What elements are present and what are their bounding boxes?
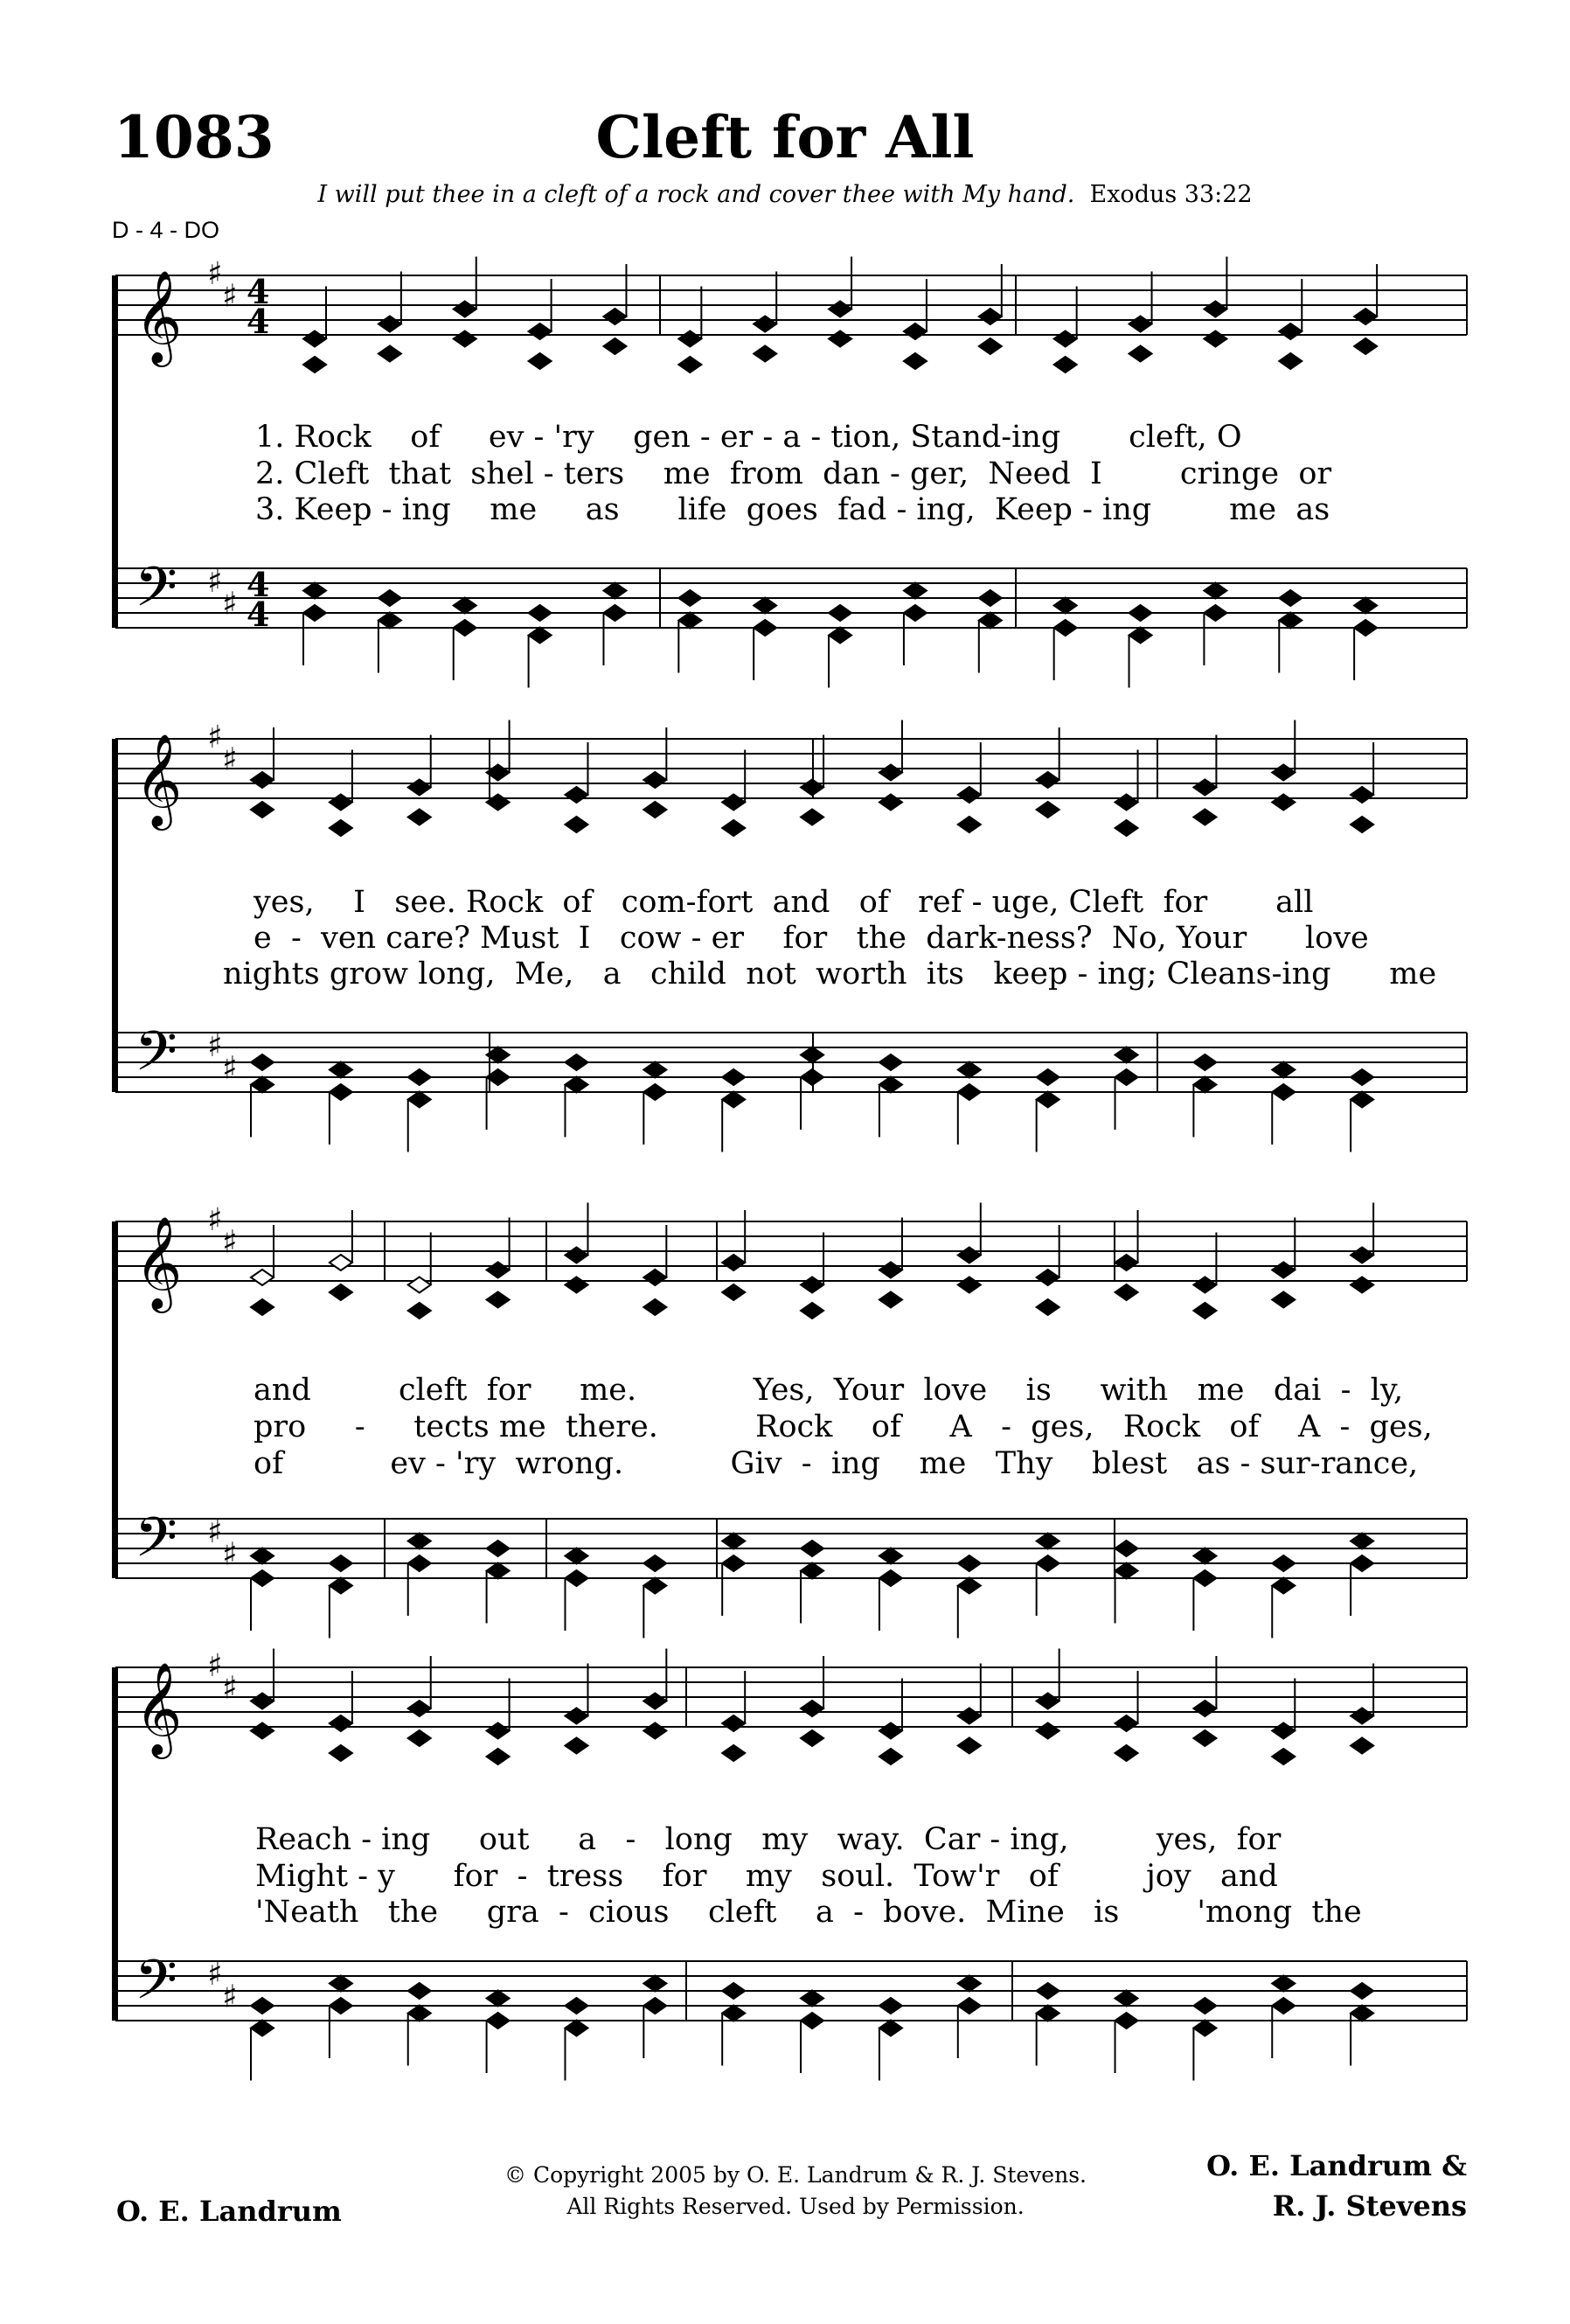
shape-note — [1354, 598, 1377, 614]
shape-note — [565, 787, 587, 803]
sharp-icon: ♯ — [222, 1670, 238, 1707]
shape-note — [330, 1745, 352, 1761]
shape-note — [722, 1069, 745, 1085]
shape-note — [251, 802, 274, 818]
shape-note — [1193, 1701, 1216, 1716]
shape-note — [801, 1047, 823, 1063]
shape-note — [1037, 772, 1059, 788]
shape-note — [1272, 1062, 1295, 1078]
shape-note — [565, 1248, 587, 1263]
shape-note — [529, 353, 552, 369]
shape-note — [379, 590, 401, 606]
shape-note — [801, 810, 823, 825]
shape-note — [879, 795, 902, 811]
lyric-line-s3-v3: of ev - 'ry wrong. Giv - ing me Thy blest as - sur-rance, — [254, 1446, 1419, 1481]
shape-note — [487, 1723, 510, 1739]
shape-note — [754, 317, 776, 332]
shape-note — [303, 605, 326, 621]
shape-note — [1193, 2021, 1216, 2036]
shape-note — [529, 628, 552, 644]
shape-note — [330, 820, 352, 836]
shape-note — [330, 1976, 352, 1992]
lyric-line-s3-v2: pro - tects me there. Rock of A - ges, Rock of A - ges, — [254, 1409, 1433, 1444]
scripture-ref: Exodus 33:22 — [1089, 181, 1253, 208]
shape-note — [979, 613, 1002, 629]
shape-note — [408, 1277, 431, 1293]
shape-note — [1037, 1534, 1059, 1549]
lyric-line-s2-v1: yes, I see. Rock of com-fort and of ref - uge, Cleft for all — [254, 885, 1314, 920]
shape-note — [722, 1745, 745, 1761]
shape-note — [565, 2021, 587, 2036]
shape-note — [1193, 1998, 1216, 2014]
shape-note — [1115, 795, 1138, 811]
shape-note — [754, 598, 776, 614]
shape-note — [408, 1983, 431, 1999]
shape-note — [801, 1303, 823, 1319]
shape-note — [330, 795, 352, 811]
shape-note — [330, 1555, 352, 1571]
shape-note — [958, 1708, 981, 1724]
shape-note — [565, 1998, 587, 2014]
shape-note — [1037, 1983, 1059, 1999]
shape-note — [603, 309, 626, 324]
shape-note — [1204, 302, 1226, 317]
shape-note — [879, 1263, 902, 1278]
shape-note — [379, 613, 401, 629]
shape-note — [330, 1578, 352, 1594]
sharp-icon: ♯ — [207, 1957, 223, 1993]
shape-note — [958, 1062, 981, 1078]
shape-note — [958, 1555, 981, 1571]
lyric-line-s4-v3: 'Neath the gra - cious cleft a - bove. Mine is 'mong the — [255, 1895, 1362, 1930]
shape-note — [1279, 353, 1302, 369]
shape-note — [958, 1248, 981, 1263]
shape-note — [829, 605, 851, 621]
shape-note — [643, 1062, 666, 1078]
shape-note — [722, 1983, 745, 1999]
hymn-number: 1083 — [114, 103, 274, 171]
shape-note — [408, 1555, 431, 1571]
time-signature-digit: 4 — [247, 595, 270, 634]
shape-note — [829, 331, 851, 347]
shape-note — [722, 1534, 745, 1549]
shape-note — [1115, 2013, 1138, 2028]
shape-note — [879, 1054, 902, 1070]
shape-note — [958, 787, 981, 803]
shape-note — [1115, 1991, 1138, 2007]
shape-note — [722, 2006, 745, 2021]
time-signature-digit: 4 — [247, 302, 270, 341]
shape-note — [330, 1998, 352, 2014]
hymn-title: Cleft for All — [595, 103, 975, 171]
shape-note — [879, 1998, 902, 2014]
shape-note — [1054, 620, 1077, 636]
shape-note — [904, 583, 927, 599]
shape-note — [487, 1991, 510, 2007]
meter-code: D - 4 - DO — [112, 217, 220, 243]
sharp-icon: ♯ — [207, 1202, 223, 1238]
shape-note — [801, 1991, 823, 2007]
shape-note — [565, 1708, 587, 1724]
shape-note — [1272, 1084, 1295, 1100]
shape-note — [879, 1292, 902, 1308]
shape-note — [1129, 628, 1152, 644]
shape-note — [1351, 1069, 1373, 1085]
shape-note — [754, 620, 776, 636]
shape-note — [643, 1555, 666, 1571]
shape-note — [1037, 1299, 1059, 1315]
shape-note — [1129, 317, 1152, 332]
shape-note — [1193, 1570, 1216, 1586]
shape-note — [603, 338, 626, 354]
shape-note — [879, 765, 902, 781]
shape-note — [454, 598, 476, 614]
shape-note — [487, 1541, 510, 1556]
shape-note — [454, 331, 476, 347]
treble-clef-icon: 𝄞 — [135, 1215, 183, 1309]
shape-note — [879, 2021, 902, 2036]
shape-note — [1354, 338, 1377, 354]
shape-note — [904, 324, 927, 339]
shape-note — [1272, 1976, 1295, 1992]
shape-note — [1351, 2006, 1373, 2021]
shape-note — [1037, 1270, 1059, 1285]
shape-note — [408, 2006, 431, 2021]
shape-note — [1351, 1277, 1373, 1293]
shape-note — [1204, 331, 1226, 347]
shape-note — [603, 583, 626, 599]
lyric-line-s4-v1: Reach - ing out a - long my way. Car - ing, yes, for — [255, 1822, 1282, 1857]
shape-note — [879, 1548, 902, 1564]
shape-note — [251, 1998, 274, 2014]
shape-note — [408, 1701, 431, 1716]
shape-note — [1272, 1263, 1295, 1278]
shape-note — [303, 583, 326, 599]
shape-note — [643, 772, 666, 788]
shape-note — [643, 1270, 666, 1285]
shape-note — [408, 1534, 431, 1549]
sharp-icon: ♯ — [222, 586, 238, 623]
shape-note — [722, 820, 745, 836]
sharp-icon: ♯ — [222, 1536, 238, 1573]
bass-clef-icon: 𝄢 — [135, 554, 177, 632]
shape-note — [1351, 1248, 1373, 1263]
shape-note — [1351, 817, 1373, 832]
shape-note — [303, 331, 326, 347]
shape-note — [487, 1749, 510, 1764]
composer-line-2: R. J. Stevens — [1272, 2189, 1467, 2223]
shape-note — [958, 1998, 981, 2014]
shape-note — [565, 1277, 587, 1293]
shape-note — [251, 1723, 274, 1739]
shape-note — [454, 620, 476, 636]
shape-note — [1037, 1723, 1059, 1739]
shape-note — [678, 331, 701, 347]
shape-note — [722, 1092, 745, 1108]
shape-note — [1115, 1541, 1138, 1556]
shape-note — [408, 1730, 431, 1746]
shape-note — [1037, 1555, 1059, 1571]
shape-note — [603, 605, 626, 621]
shape-note — [754, 346, 776, 362]
shape-note — [1115, 1284, 1138, 1300]
shape-note — [1115, 1255, 1138, 1270]
lyric-line-s1-v2: 2. Cleft that shel - ters me from dan - ger, Need I cringe or — [255, 456, 1332, 491]
shape-note — [643, 1299, 666, 1315]
shape-note — [643, 802, 666, 818]
shape-note — [1193, 780, 1216, 796]
shape-note — [379, 346, 401, 362]
shape-note — [1115, 1745, 1138, 1761]
shape-note — [408, 780, 431, 796]
shape-note — [958, 1976, 981, 1992]
shape-note — [565, 1548, 587, 1564]
shape-note — [1115, 1069, 1138, 1085]
shape-note — [565, 1738, 587, 1754]
shape-note — [408, 1092, 431, 1108]
shape-note — [958, 1277, 981, 1293]
copyright-line-2: All Rights Reserved. Used by Permission. — [566, 2194, 1025, 2219]
shape-note — [904, 605, 927, 621]
lyric-line-s1-v3: 3. Keep - ing me as life goes fad - ing, Keep - ing me as — [255, 492, 1330, 527]
shape-note — [1351, 1092, 1373, 1108]
shape-note — [1272, 1292, 1295, 1308]
shape-note — [379, 317, 401, 332]
shape-note — [330, 1062, 352, 1078]
shape-note — [722, 1255, 745, 1270]
shape-note — [487, 1263, 510, 1278]
shape-note — [643, 1578, 666, 1594]
sharp-icon: ♯ — [222, 1050, 238, 1087]
shape-note — [565, 1077, 587, 1093]
shape-note — [251, 1570, 274, 1586]
shape-note — [1272, 1555, 1295, 1571]
shape-note — [1193, 810, 1216, 825]
shape-note — [722, 795, 745, 811]
shape-note — [801, 2013, 823, 2028]
shape-note — [1272, 1578, 1295, 1594]
shape-note — [801, 1730, 823, 1746]
lyric-line-s1-v1: 1. Rock of ev - 'ry gen - er - a - tion, Stand-ing cleft, O — [255, 420, 1242, 455]
shape-note — [1354, 309, 1377, 324]
scripture-quote: I will put thee in a cleft of a rock and cover thee with My hand. — [317, 181, 1075, 208]
shape-note — [829, 628, 851, 644]
shape-note — [1351, 787, 1373, 803]
shape-note — [487, 2013, 510, 2028]
shape-note — [643, 1998, 666, 2014]
shape-note — [1193, 1277, 1216, 1293]
shape-note — [801, 1563, 823, 1579]
shape-note — [1193, 1548, 1216, 1564]
shape-note — [1279, 324, 1302, 339]
shape-note — [958, 1738, 981, 1754]
shape-note — [1115, 1047, 1138, 1063]
shape-note — [251, 1548, 274, 1564]
shape-note — [801, 1069, 823, 1085]
shape-note — [1193, 1730, 1216, 1746]
lyric-line-s3-v1: and cleft for me. Yes, Your love is with me dai - ly, — [254, 1373, 1404, 1408]
shape-note — [408, 1069, 431, 1085]
shape-note — [879, 1077, 902, 1093]
shape-note — [1351, 1983, 1373, 1999]
sharp-icon: ♯ — [207, 1514, 223, 1550]
sharp-icon: ♯ — [222, 1224, 238, 1261]
shape-note — [1037, 1092, 1059, 1108]
treble-clef-icon: 𝄞 — [135, 1661, 183, 1755]
bass-clef-icon: 𝄢 — [135, 1019, 177, 1096]
shape-note — [879, 1723, 902, 1739]
shape-note — [643, 1084, 666, 1100]
shape-note — [1351, 1708, 1373, 1724]
shape-note — [1115, 820, 1138, 836]
shape-note — [251, 1077, 274, 1093]
shape-note — [303, 357, 326, 372]
shape-note — [643, 1694, 666, 1709]
shape-note — [958, 1578, 981, 1594]
shape-note — [643, 1723, 666, 1739]
shape-note — [251, 1054, 274, 1070]
shape-note — [565, 817, 587, 832]
shape-note — [1129, 346, 1152, 362]
shape-note — [565, 1054, 587, 1070]
shape-note — [801, 780, 823, 796]
shape-note — [1351, 1738, 1373, 1754]
shape-note — [529, 324, 552, 339]
shape-note — [565, 1570, 587, 1586]
lyricist-credit: O. E. Landrum — [116, 2195, 342, 2228]
shape-note — [1272, 795, 1295, 811]
sharp-icon: ♯ — [207, 564, 223, 600]
shape-note — [1279, 613, 1302, 629]
sharp-icon: ♯ — [207, 256, 223, 292]
shape-note — [408, 810, 431, 825]
sharp-icon: ♯ — [222, 741, 238, 778]
shape-note — [879, 1749, 902, 1764]
sharp-icon: ♯ — [207, 1648, 223, 1684]
shape-note — [879, 1570, 902, 1586]
shape-note — [801, 1277, 823, 1293]
sharp-icon: ♯ — [207, 1028, 223, 1064]
lyric-line-s4-v2: Might - y for - tress for my soul. Tow'r of joy and — [255, 1859, 1278, 1894]
shape-note — [958, 1084, 981, 1100]
shape-note — [829, 302, 851, 317]
shape-note — [1272, 1749, 1295, 1764]
shape-note — [1272, 1998, 1295, 2014]
shape-note — [487, 1563, 510, 1579]
shape-note — [1204, 605, 1226, 621]
shape-note — [1037, 1069, 1059, 1085]
shape-note — [722, 1284, 745, 1300]
time-signature-digit: 4 — [247, 272, 270, 311]
shape-note — [1115, 1563, 1138, 1579]
shape-note — [1351, 1534, 1373, 1549]
shape-note — [958, 817, 981, 832]
copyright-line-1: © Copyright 2005 by O. E. Landrum & R. J. Stevens. — [504, 2162, 1087, 2188]
shape-note — [1193, 1077, 1216, 1093]
shape-note — [643, 1976, 666, 1992]
shape-note — [251, 1694, 274, 1709]
shape-note — [678, 357, 701, 372]
shape-note — [251, 1270, 274, 1285]
bass-clef-icon: 𝄢 — [135, 1505, 177, 1583]
shape-note — [251, 772, 274, 788]
shape-note — [454, 302, 476, 317]
shape-note — [1279, 590, 1302, 606]
treble-clef-icon: 𝄞 — [135, 269, 183, 363]
shape-note — [1115, 1715, 1138, 1731]
lyric-line-s2-v3: nights grow long, Me, a child not worth its keep - ing; Cleans-ing me — [223, 957, 1437, 992]
shape-note — [1272, 765, 1295, 781]
shape-note — [1054, 598, 1077, 614]
shape-note — [1054, 331, 1077, 347]
shape-note — [722, 1715, 745, 1731]
shape-note — [801, 1701, 823, 1716]
shape-note — [529, 605, 552, 621]
shape-note — [1037, 1694, 1059, 1709]
copyright-notice — [446, 2160, 1145, 2223]
shape-note — [979, 590, 1002, 606]
treble-clef-icon: 𝄞 — [135, 733, 183, 826]
time-signature-digit: 4 — [247, 565, 270, 604]
composer-credit — [1206, 2146, 1467, 2226]
shape-note — [1272, 1723, 1295, 1739]
shape-note — [1193, 1054, 1216, 1070]
shape-note — [487, 1292, 510, 1308]
shape-note — [979, 338, 1002, 354]
sharp-icon: ♯ — [222, 1979, 238, 2015]
shape-note — [722, 1555, 745, 1571]
shape-note — [1054, 357, 1077, 372]
shape-note — [678, 590, 701, 606]
shape-note — [801, 1541, 823, 1556]
composer-line-1: O. E. Landrum & — [1206, 2149, 1467, 2182]
shape-note — [904, 353, 927, 369]
shape-note — [330, 1284, 352, 1300]
shape-note — [251, 2021, 274, 2036]
shape-note — [979, 309, 1002, 324]
shape-note — [251, 1299, 274, 1315]
bass-clef-icon: 𝄢 — [135, 1947, 177, 2025]
sharp-icon: ♯ — [222, 278, 238, 315]
shape-note — [678, 613, 701, 629]
shape-note — [1037, 2006, 1059, 2021]
shape-note — [330, 1084, 352, 1100]
shape-note — [1204, 583, 1226, 599]
shape-note — [408, 1303, 431, 1319]
shape-note — [1129, 605, 1152, 621]
lyric-line-s2-v2: e - ven care? Must I cow - er for the dark-ness? No, Your love — [254, 921, 1369, 956]
shape-note — [330, 1255, 352, 1270]
shape-note — [1193, 1303, 1216, 1319]
shape-note — [1354, 620, 1377, 636]
shape-note — [330, 1715, 352, 1731]
shape-note — [1037, 802, 1059, 818]
sharp-icon: ♯ — [207, 720, 223, 755]
shape-note — [1351, 1555, 1373, 1571]
